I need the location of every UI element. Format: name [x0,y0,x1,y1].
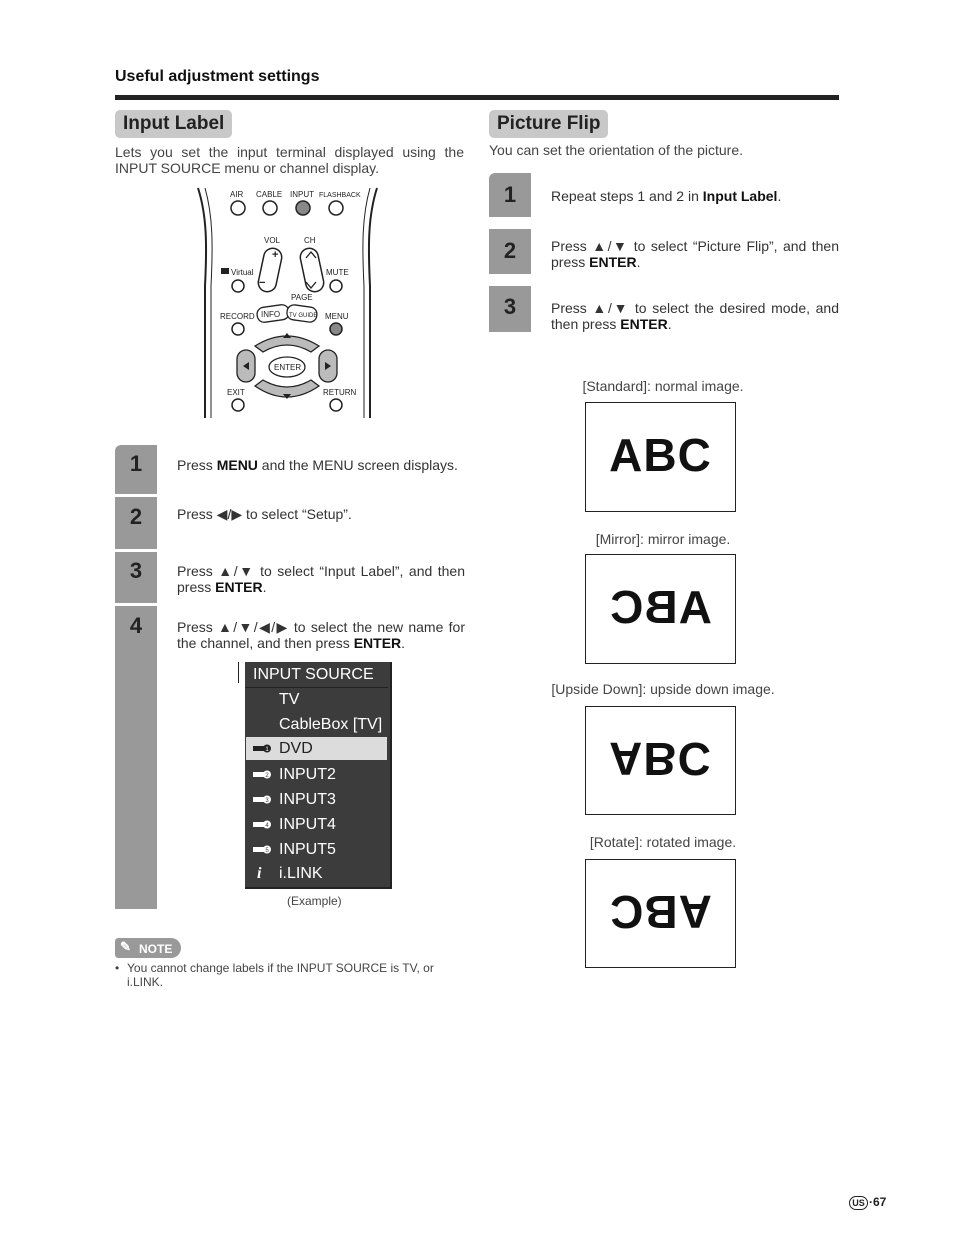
svg-text:2: 2 [265,773,269,779]
remote-info-label: INFO [261,310,281,319]
remote-return-label: RETURN [323,388,357,397]
picture-flip-step-1-number: 1 [503,182,517,207]
remote-vol-minus: − [259,277,266,289]
page-number: ·67 [869,1195,887,1209]
remote-air-button [231,201,245,215]
input-label-step-3-number: 3 [129,558,143,583]
rotate-sample-text: ABC [609,886,712,938]
menu-item-tv[interactable]: TV [279,691,300,708]
picture-flip-step-2-number: 2 [503,238,517,263]
input-4-icon [253,820,271,829]
remote-input-label: INPUT [290,190,314,199]
note-bullet: • [115,961,120,975]
remote-return-button [330,399,342,411]
picture-flip-step-3-text: Press ▲/▼ to select the desired mode, and then press ENTER. [551,300,839,332]
input-label-step-2-text: Press ◀/▶ to select “Setup”. [177,506,352,522]
standard-caption: [Standard]: normal image. [582,378,744,394]
remote-menu-label: MENU [325,312,349,321]
remote-input-button [296,201,310,215]
remote-air-label: AIR [230,190,244,199]
remote-page-label: PAGE [291,293,313,302]
remote-menu-button [330,323,342,335]
menu-item-input4[interactable]: 4 INPUT4 [245,812,388,837]
remote-ch-label: CH [304,236,316,245]
remote-vol-label: VOL [264,236,281,245]
remote-control-illustration [193,186,383,418]
svg-text:1: 1 [265,747,269,753]
input-label-step-3-text: Press ▲/▼ to select “Input Label”, and then press ENTER. [177,563,465,595]
input-label-step-1-text: Press MENU and the MENU screen displays. [177,457,458,473]
picture-flip-step-1-text: Repeat steps 1 and 2 in Input Label. [551,188,782,204]
header-rule [115,95,839,100]
mirror-sample-box [585,554,736,664]
remote-flashback-label: FLASHBACK [319,192,361,199]
input-label-step-4-number: 4 [129,613,143,638]
input-label-title: Input Label [115,110,232,138]
remote-mute-button [330,280,342,292]
standard-sample-text: ABC [609,429,712,481]
region-badge: US [849,1196,868,1210]
menu-item-input5[interactable]: 5 INPUT5 [245,837,388,862]
remote-cable-button [263,201,277,215]
standard-sample-box [585,402,736,512]
input-label-step-2-number: 2 [129,504,143,529]
picture-flip-title: Picture Flip [489,110,608,138]
menu-item-input3[interactable]: 3 INPUT3 [245,787,388,812]
remote-up-button [255,336,319,352]
upside-down-sample-box [585,706,736,815]
remote-record-label: RECORD [220,312,255,321]
remote-exit-label: EXIT [227,388,245,397]
remote-virtual-label: Virtual [231,268,254,277]
svg-text:5: 5 [265,848,269,854]
upside-down-sample-text: ABC [609,733,712,785]
remote-virtual-button [232,280,244,292]
input-2-icon [253,770,271,779]
note-badge: ✎ NOTE [115,938,181,958]
input-1-icon [253,744,271,753]
section-header: Useful adjustment settings [115,68,320,85]
remote-mute-label: MUTE [326,268,349,277]
note-text: You cannot change labels if the INPUT SOURCE is TV, or i.LINK. [127,961,434,989]
svg-text:3: 3 [265,798,269,804]
remote-exit-button [232,399,244,411]
input-label-step-1-number: 1 [129,451,143,476]
svg-text:4: 4 [265,823,269,829]
input-5-icon [253,845,271,854]
remote-flashback-button [329,201,343,215]
input-label-intro: Lets you set the input terminal displayed using the INPUT SOURCE menu or channel display. [115,144,464,176]
picture-flip-step-2-text: Press ▲/▼ to select “Picture Flip”, and then press ENTER. [551,238,839,270]
menu-item-ilink[interactable]: i i.LINK [245,861,388,886]
remote-record-button [232,323,244,335]
menu-example-caption: (Example) [287,894,342,908]
ilink-icon: i [257,865,262,882]
remote-enter-label: ENTER [274,363,302,372]
menu-item-dvd[interactable]: 1 DVD [246,737,387,760]
input-source-menu [245,662,392,889]
pencil-icon: ✎ [120,939,131,954]
menu-item-input2[interactable]: 2 INPUT2 [245,762,388,787]
picture-flip-step-3-number: 3 [503,294,517,319]
mirror-caption: [Mirror]: mirror image. [595,531,731,547]
remote-tv-guide-label: TV GUIDE [289,313,318,319]
upside-down-caption: [Upside Down]: upside down image. [551,681,775,697]
rotate-sample-box [585,859,736,968]
input-label-step-4-text: Press ▲/▼/◀/▶ to select the new name for the channel, and then press ENTER. [177,619,465,651]
remote-vol-plus: + [272,249,279,261]
input-3-icon [253,795,271,804]
remote-cable-label: CABLE [256,190,283,199]
rotate-caption: [Rotate]: rotated image. [589,834,737,850]
menu-item-cablebox[interactable]: CableBox [TV] [279,716,383,733]
mirror-sample-text: ABC [609,581,712,633]
input-source-menu-title: INPUT SOURCE [245,662,388,688]
picture-flip-intro: You can set the orientation of the picture. [489,142,743,158]
